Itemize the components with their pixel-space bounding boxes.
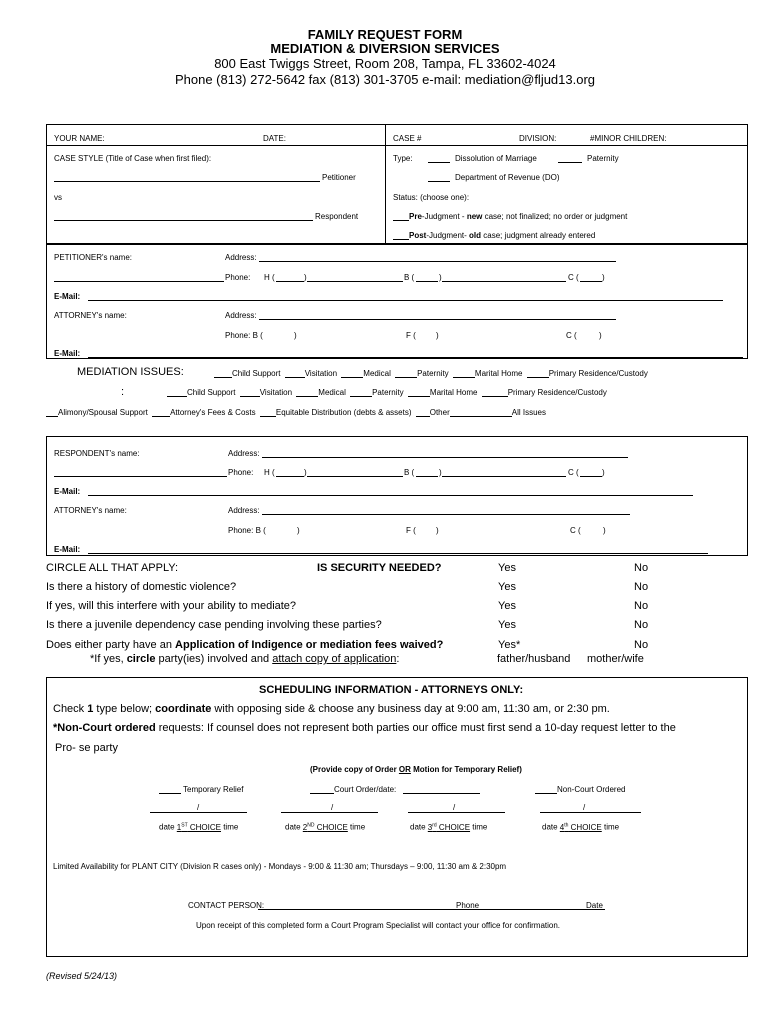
- issue-child-support-1: Child Support: [232, 369, 281, 378]
- petitioner-attorney-f-close: ): [436, 331, 439, 340]
- choice1-field[interactable]: [150, 812, 247, 813]
- contact-person-label: CONTACT PERSON:: [188, 901, 265, 910]
- indigence-note: *If yes, circle party(ies) involved and attach copy of application:: [90, 653, 400, 665]
- dor-label: Department of Revenue (DO): [455, 173, 560, 182]
- interfere-yes[interactable]: Yes: [498, 600, 516, 612]
- your-name-label: YOUR NAME:: [54, 134, 105, 143]
- respondent-name-label: RESPONDENT's name:: [54, 449, 140, 458]
- indigence-no[interactable]: No: [634, 639, 649, 651]
- dv-question: Is there a history of domestic violence?: [46, 581, 237, 593]
- respondent-phone-c-label: C (: [568, 468, 579, 477]
- petitioner-attorney-phone-b: Phone: B (: [225, 331, 263, 340]
- respondent-line[interactable]: [54, 220, 313, 221]
- petitioner-attorney-address-field[interactable]: [259, 319, 616, 320]
- petitioner-phone-c-label: C (: [568, 273, 579, 282]
- choice1-slash: /: [197, 803, 200, 812]
- juvenile-yes[interactable]: Yes: [498, 619, 516, 631]
- respondent-email-label: E-Mail:: [54, 487, 81, 496]
- petitioner-name-label: PETITIONER's name:: [54, 253, 132, 262]
- choice4-label: date 4th CHOICE time: [542, 822, 620, 832]
- petitioner-attorney-email-label: E-Mail:: [54, 349, 81, 358]
- issue-child-support-2: Child Support: [187, 388, 236, 397]
- non-court-label: Non-Court Ordered: [557, 785, 626, 794]
- petitioner-label: Petitioner: [322, 173, 356, 182]
- security-yes[interactable]: Yes: [498, 562, 516, 574]
- respondent-box: [46, 436, 748, 556]
- non-court-instruction: *Non-Court ordered requests: If counsel does not represent both parties our office must first send a 10-day request letter to the: [53, 722, 676, 734]
- choice3-slash: /: [453, 803, 456, 812]
- petitioner-phone-h-label: H (: [264, 273, 275, 282]
- provide-copy-note: (Provide copy of Order OR Motion for Temporary Relief): [310, 765, 522, 774]
- issue-attorney-fees: Attorney's Fees & Costs: [170, 408, 256, 417]
- choice3-label: date 3rd CHOICE time: [410, 822, 488, 832]
- case-box-divider: [385, 124, 386, 244]
- post-judgment-option[interactable]: Post-Judgment- old case; judgment already entered: [393, 231, 595, 240]
- petitioner-phone-b-area[interactable]: [416, 281, 438, 282]
- respondent-attorney-email-field[interactable]: [88, 553, 708, 554]
- security-no[interactable]: No: [634, 562, 649, 574]
- contact-date-label: Date: [586, 901, 603, 910]
- issue-residence-2: Primary Residence/Custody: [507, 388, 607, 397]
- respondent-h-close: ): [304, 468, 307, 477]
- respondent-name-field[interactable]: [54, 476, 227, 477]
- petitioner-h-close: ): [304, 273, 307, 282]
- respondent-attorney-email-label: E-Mail:: [54, 545, 81, 554]
- respondent-attorney-phone-b: Phone: B (: [228, 526, 266, 535]
- respondent-attorney-f-close: ): [436, 526, 439, 535]
- respondent-attorney-cell: C (: [570, 526, 581, 535]
- petitioner-attorney-email-field[interactable]: [88, 357, 743, 358]
- issue-marital-home-1: Marital Home: [474, 369, 523, 378]
- temporary-relief-label: Temporary Relief: [183, 785, 244, 794]
- revision-date: (Revised 5/24/13): [46, 971, 118, 981]
- respondent-label: Respondent: [315, 212, 359, 221]
- choice2-slash: /: [331, 803, 334, 812]
- petitioner-attorney-label: ATTORNEY's name:: [54, 311, 127, 320]
- juvenile-no[interactable]: No: [634, 619, 649, 631]
- issue-marital-home-2: Marital Home: [429, 388, 478, 397]
- issue-visitation-2: Visitation: [259, 388, 293, 397]
- respondent-attorney-address-label: Address:: [228, 506, 260, 515]
- respondent-attorney-c-close: ): [603, 526, 606, 535]
- plant-city-availability: Limited Availability for PLANT CITY (Division R cases only) - Mondays - 9:00 & 11:30 am; Thursdays – 9:00, 11:30 am & 2:30pm: [53, 862, 507, 871]
- respondent-address-field[interactable]: [262, 457, 628, 458]
- petitioner-email-label: E-Mail:: [54, 292, 81, 301]
- dv-no[interactable]: No: [634, 581, 649, 593]
- office-contact: Phone (813) 272-5642 fax (813) 301-3705 e-mail: mediation@fljud13.org: [174, 72, 596, 87]
- receipt-note: Upon receipt of this completed form a Court Program Specialist will contact your office for confirmation.: [196, 921, 561, 930]
- contact-phone-label: Phone: [456, 901, 480, 910]
- indigence-yes[interactable]: Yes*: [498, 639, 521, 651]
- circle-all-label: CIRCLE ALL THAT APPLY:: [46, 562, 179, 574]
- non-court-blank[interactable]: [535, 793, 557, 794]
- dissolution-label: Dissolution of Marriage: [455, 154, 537, 163]
- petitioner-name-field[interactable]: [54, 281, 224, 282]
- issue-all: All Issues: [511, 408, 546, 417]
- choice4-slash: /: [583, 803, 586, 812]
- respondent-email-field[interactable]: [88, 495, 693, 496]
- petitioner-b-close: ): [439, 273, 442, 282]
- petitioner-line[interactable]: [54, 181, 320, 182]
- form-title: FAMILY REQUEST FORM: [307, 27, 463, 42]
- court-order-label: Court Order/date:: [334, 785, 397, 794]
- check-one-instruction: Check 1 type below; coordinate with opposing side & choose any business day at 9:00 am, 11:30 am, or 2:30 pm.: [53, 703, 610, 715]
- office-address: 800 East Twiggs Street, Room 208, Tampa, FL 33602-4024: [214, 56, 556, 71]
- petitioner-attorney-b-close: ): [294, 331, 297, 340]
- court-order-date-field[interactable]: [403, 793, 480, 794]
- issue-colon: :: [121, 386, 125, 398]
- petitioner-phone-c-field[interactable]: [580, 281, 602, 282]
- contact-person-field[interactable]: [258, 909, 605, 910]
- petitioner-phone-label: Phone:: [225, 273, 251, 282]
- choice2-label: date 2ND CHOICE time: [285, 822, 366, 832]
- dv-yes[interactable]: Yes: [498, 581, 516, 593]
- indigence-question: Does either party have an Application of Indigence or mediation fees waived?: [46, 639, 444, 651]
- court-order-blank[interactable]: [310, 793, 334, 794]
- petitioner-phone-b-field[interactable]: [442, 281, 566, 282]
- petitioner-address-field[interactable]: [259, 261, 616, 262]
- issue-medical-1: Medical: [363, 369, 391, 378]
- respondent-attorney-fax: F (: [406, 526, 416, 535]
- respondent-phone-h-field[interactable]: [307, 476, 403, 477]
- respondent-b-close: ): [439, 468, 442, 477]
- pro-se-text: Pro- se party: [55, 742, 118, 754]
- respondent-phone-h-area[interactable]: [276, 476, 304, 477]
- choice1-label: date 1ST CHOICE time: [159, 822, 239, 832]
- petitioner-attorney-cell: C (: [566, 331, 577, 340]
- case-style-label: CASE STYLE (Title of Case when first filed):: [54, 154, 212, 163]
- interfere-no[interactable]: No: [634, 600, 649, 612]
- temporary-relief-blank[interactable]: [159, 793, 181, 794]
- minor-children-label: #MINOR CHILDREN:: [590, 134, 667, 143]
- father-husband-option[interactable]: father/husband: [497, 653, 571, 665]
- respondent-phone-label: Phone:: [228, 468, 254, 477]
- issue-medical-2: Medical: [318, 388, 346, 397]
- petitioner-phone-h-field[interactable]: [307, 281, 403, 282]
- choice4-field[interactable]: [540, 812, 641, 813]
- issue-equitable-distribution: Equitable Distribution (debts & assets): [275, 408, 412, 417]
- scheduling-title: SCHEDULING INFORMATION - ATTORNEYS ONLY:: [259, 684, 524, 696]
- petitioner-attorney-c-close: ): [599, 331, 602, 340]
- respondent-attorney-address-field[interactable]: [262, 514, 630, 515]
- issue-alimony: Alimony/Spousal Support: [58, 408, 148, 417]
- respondent-c-close: ): [602, 468, 605, 477]
- respondent-address-label: Address:: [228, 449, 260, 458]
- case-box-rule: [46, 145, 748, 146]
- issue-paternity-2: Paternity: [372, 388, 404, 397]
- issue-residence-1: Primary Residence/Custody: [548, 369, 648, 378]
- security-question: IS SECURITY NEEDED?: [317, 562, 442, 574]
- form-subtitle: MEDIATION & DIVERSION SERVICES: [270, 41, 500, 56]
- vs-label: vs: [54, 193, 62, 202]
- issue-row2[interactable]: [167, 388, 607, 397]
- petitioner-attorney-address-label: Address:: [225, 311, 257, 320]
- mother-wife-option[interactable]: mother/wife: [587, 653, 644, 665]
- respondent-phone-b-field[interactable]: [442, 476, 566, 477]
- pre-judgment-option[interactable]: Pre-Judgment - new case; not finalized; no order or judgment: [393, 212, 627, 221]
- petitioner-email-field[interactable]: [88, 300, 723, 301]
- juvenile-question: Is there a juvenile dependency case pending involving these parties?: [46, 619, 382, 631]
- respondent-attorney-b-close: ): [297, 526, 300, 535]
- petitioner-attorney-fax: F (: [406, 331, 416, 340]
- case-number-label: CASE #: [393, 134, 422, 143]
- petitioner-phone-b-label: B (: [404, 273, 415, 282]
- scheduling-box: [46, 677, 748, 957]
- dor-blank[interactable]: [428, 181, 450, 182]
- issue-paternity-1: Paternity: [417, 369, 449, 378]
- status-label: Status: (choose one):: [393, 193, 470, 202]
- petitioner-c-close: ): [602, 273, 605, 282]
- respondent-phone-b-area[interactable]: [416, 476, 438, 477]
- division-label: DIVISION:: [519, 134, 557, 143]
- dissolution-blank[interactable]: [428, 162, 450, 163]
- issue-row1[interactable]: [214, 369, 648, 378]
- paternity-blank[interactable]: [558, 162, 582, 163]
- date-label: DATE:: [263, 134, 286, 143]
- issue-other: Other: [429, 408, 450, 417]
- issue-row3[interactable]: [46, 408, 546, 417]
- respondent-phone-h-label: H (: [264, 468, 275, 477]
- interfere-question: If yes, will this interfere with your ability to mediate?: [46, 600, 297, 612]
- petitioner-phone-h-area[interactable]: [276, 281, 304, 282]
- respondent-phone-b-label: B (: [404, 468, 415, 477]
- respondent-attorney-label: ATTORNEY's name:: [54, 506, 127, 515]
- choice2-field[interactable]: [281, 812, 378, 813]
- paternity-type-label: Paternity: [587, 154, 619, 163]
- choice3-field[interactable]: [408, 812, 505, 813]
- mediation-issues-label: MEDIATION ISSUES:: [77, 366, 184, 378]
- issue-visitation-1: Visitation: [304, 369, 338, 378]
- petitioner-address-label: Address:: [225, 253, 257, 262]
- respondent-phone-c-field[interactable]: [580, 476, 602, 477]
- type-label: Type:: [393, 154, 413, 163]
